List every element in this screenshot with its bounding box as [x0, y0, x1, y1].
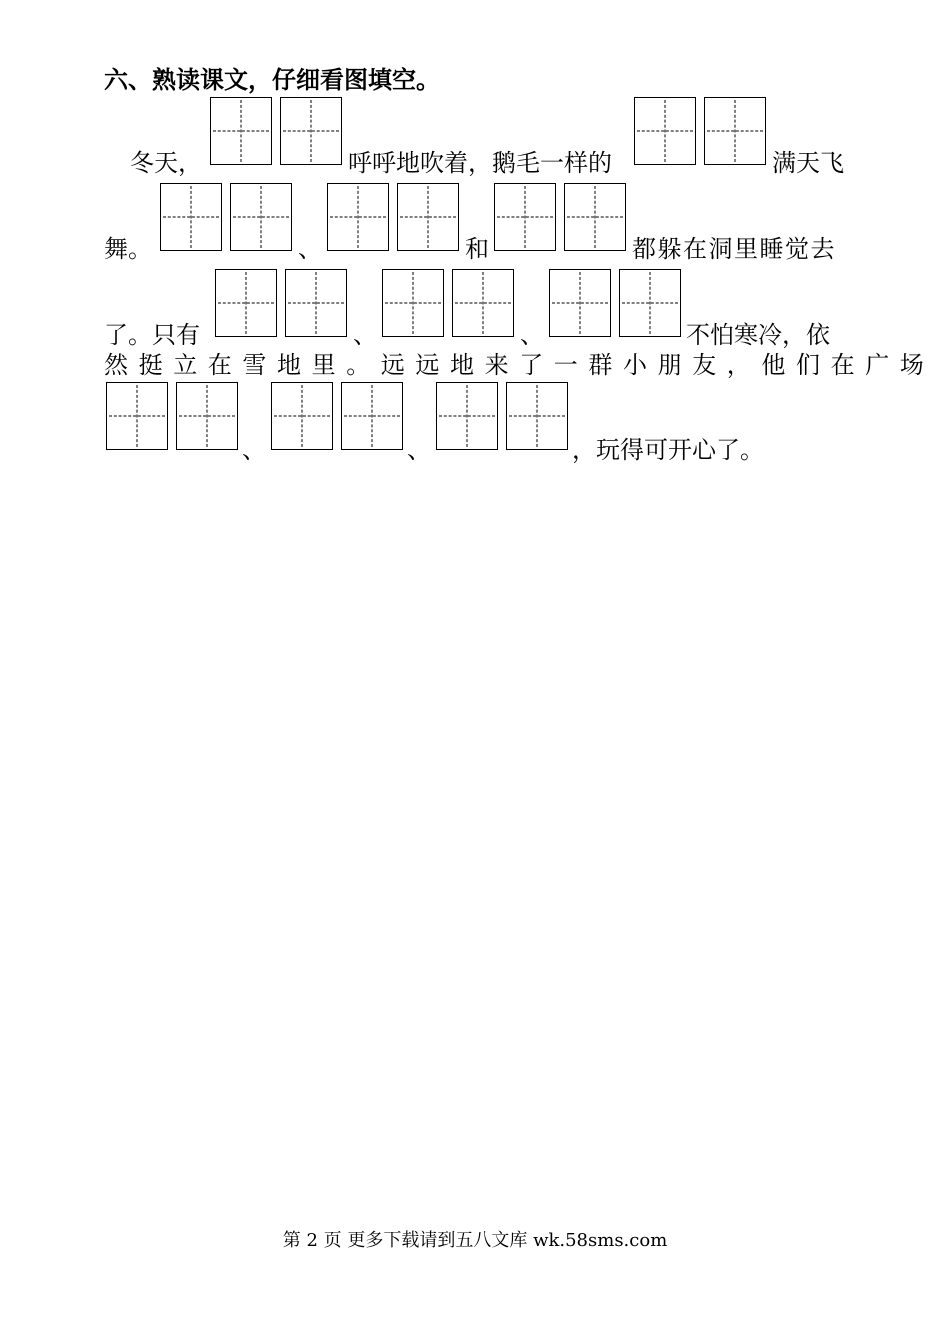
- separator-comma: 、: [298, 235, 322, 263]
- answer-box[interactable]: [176, 382, 238, 450]
- separator-comma: 、: [242, 436, 266, 464]
- answer-box[interactable]: [106, 382, 168, 450]
- exercise-title: 六、熟读课文，仔细看图填空。: [104, 66, 440, 94]
- answer-box[interactable]: [494, 183, 556, 251]
- answer-box[interactable]: [285, 269, 347, 337]
- answer-box[interactable]: [704, 97, 766, 165]
- text-line2-a: 舞。: [104, 235, 152, 263]
- page-footer: 第 2 页 更多下载请到五八文库 wk.58sms.com: [282, 1230, 668, 1251]
- answer-box[interactable]: [230, 183, 292, 251]
- answer-box[interactable]: [341, 382, 403, 450]
- answer-box[interactable]: [210, 97, 272, 165]
- text-line4: 然挺立在雪地里。远远地来了一群小朋友，他们在广场: [104, 351, 935, 379]
- text-line5-c: ，玩得可开心了。: [572, 436, 764, 464]
- answer-box[interactable]: [506, 382, 568, 450]
- separator-comma: 、: [407, 436, 431, 464]
- text-line1-b: 呼呼地吹着，鹅毛一样的: [348, 149, 612, 177]
- answer-box[interactable]: [280, 97, 342, 165]
- answer-box[interactable]: [634, 97, 696, 165]
- answer-box[interactable]: [327, 183, 389, 251]
- answer-box[interactable]: [564, 183, 626, 251]
- answer-box[interactable]: [452, 269, 514, 337]
- answer-box[interactable]: [397, 183, 459, 251]
- answer-box[interactable]: [215, 269, 277, 337]
- answer-box[interactable]: [271, 382, 333, 450]
- answer-box[interactable]: [382, 269, 444, 337]
- separator-comma: 、: [353, 321, 377, 349]
- answer-box[interactable]: [619, 269, 681, 337]
- separator-and: 和: [465, 235, 489, 263]
- text-line2-c: 都躲在洞里睡觉去: [632, 235, 836, 263]
- text-line3-a: 了。只有: [104, 321, 200, 349]
- answer-box[interactable]: [160, 183, 222, 251]
- answer-box[interactable]: [549, 269, 611, 337]
- text-line3-c: 不怕寒冷，依: [686, 321, 830, 349]
- text-line1-c: 满天飞: [772, 149, 844, 177]
- answer-box[interactable]: [436, 382, 498, 450]
- text-line1-a: 冬天，: [130, 149, 202, 177]
- separator-comma: 、: [520, 321, 544, 349]
